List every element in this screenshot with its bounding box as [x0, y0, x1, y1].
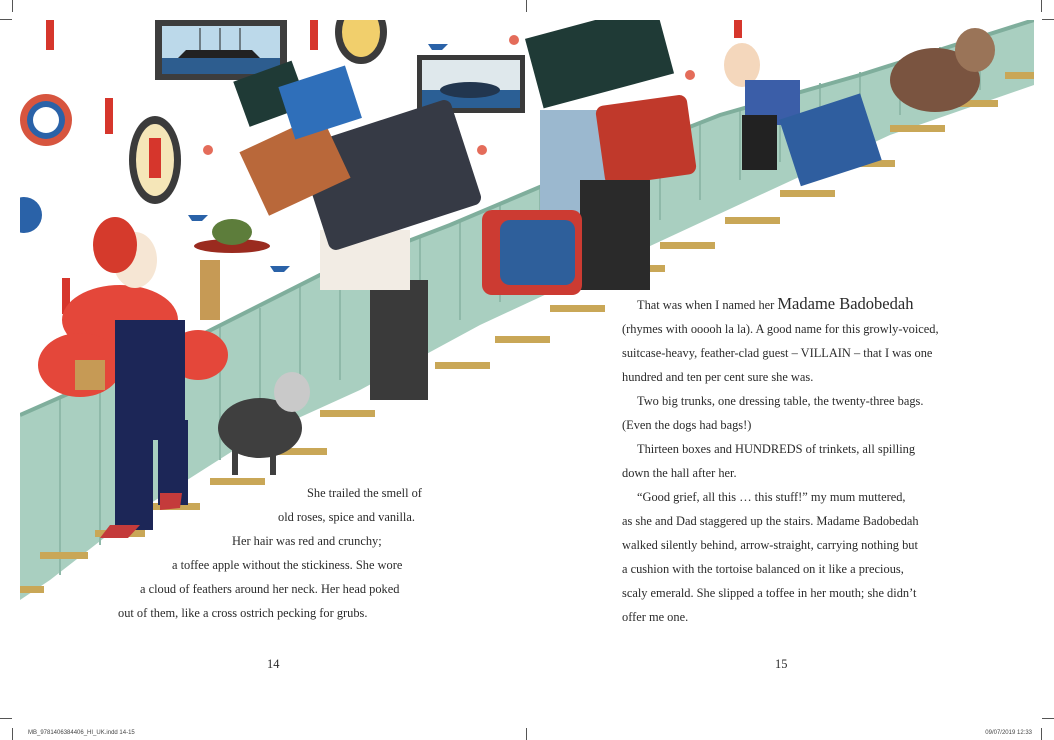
- text-line: as she and Dad staggered up the stairs. Madame Badobedah: [622, 514, 919, 528]
- crop-mark: [1042, 718, 1054, 719]
- crop-mark: [526, 0, 527, 12]
- text-line: hundred and ten per cent sure she was.: [622, 370, 814, 384]
- text-line: a cushion with the tortoise balanced on it like a precious,: [622, 562, 904, 576]
- text-line: [622, 292, 952, 317]
- text-line: offer me one.: [622, 610, 689, 624]
- text-line: suitcase-heavy, feather-clad guest – VILLAIN – that I was one: [622, 346, 933, 360]
- text-line: Her hair was red and crunchy;: [232, 534, 382, 548]
- madame-name: Madame Badobedah: [777, 294, 914, 313]
- slug-file-info: MB_9781406384406_HI_UK.indd 14-15: [28, 730, 135, 736]
- book-spread: [20, 20, 1034, 718]
- decor-plate-blue: [20, 197, 42, 233]
- child-figure: [724, 43, 882, 186]
- text-line: a toffee apple without the stickiness. She wore: [172, 558, 403, 572]
- text-line: out of them, like a cross ostrich pecking for grubs.: [118, 606, 368, 620]
- crop-mark: [12, 728, 13, 740]
- page-number-right: 15: [775, 657, 788, 671]
- crop-mark: [12, 0, 13, 12]
- text-line: (rhymes with ooooh la la). A good name for this growly-voiced,: [622, 322, 939, 336]
- text-line: walked silently behind, arrow-straight, carrying nothing but: [622, 538, 918, 552]
- text-line: “Good grief, all this … this stuff!” my mum muttered,: [637, 490, 906, 504]
- text-line: She trailed the smell of: [307, 486, 422, 500]
- crop-mark: [1041, 728, 1042, 740]
- slug-timestamp: 09/07/2019 12:33: [985, 730, 1032, 736]
- text-line: down the hall after her.: [622, 466, 737, 480]
- text-line-lead: That was when I named her: [637, 298, 778, 312]
- text-line: Thirteen boxes and HUNDREDS of trinkets, all spilling: [637, 442, 916, 456]
- crop-mark: [0, 718, 12, 719]
- text-line: scaly emerald. She slipped a toffee in her mouth; she didn’t: [622, 586, 917, 600]
- crop-mark: [1042, 19, 1054, 20]
- crop-mark: [1041, 0, 1042, 12]
- crop-mark: [0, 19, 12, 20]
- tortoise: [212, 219, 252, 245]
- page-number-left: 14: [267, 657, 280, 671]
- crop-mark: [526, 728, 527, 740]
- text-line: Two big trunks, one dressing table, the twenty-three bags.: [637, 394, 924, 408]
- text-line: old roses, spice and vanilla.: [278, 510, 415, 524]
- text-line: (Even the dogs had bags!): [622, 418, 752, 432]
- left-page-text: [20, 481, 440, 625]
- text-line: a cloud of feathers around her neck. Her head poked: [140, 582, 400, 596]
- right-page-text: [622, 292, 952, 629]
